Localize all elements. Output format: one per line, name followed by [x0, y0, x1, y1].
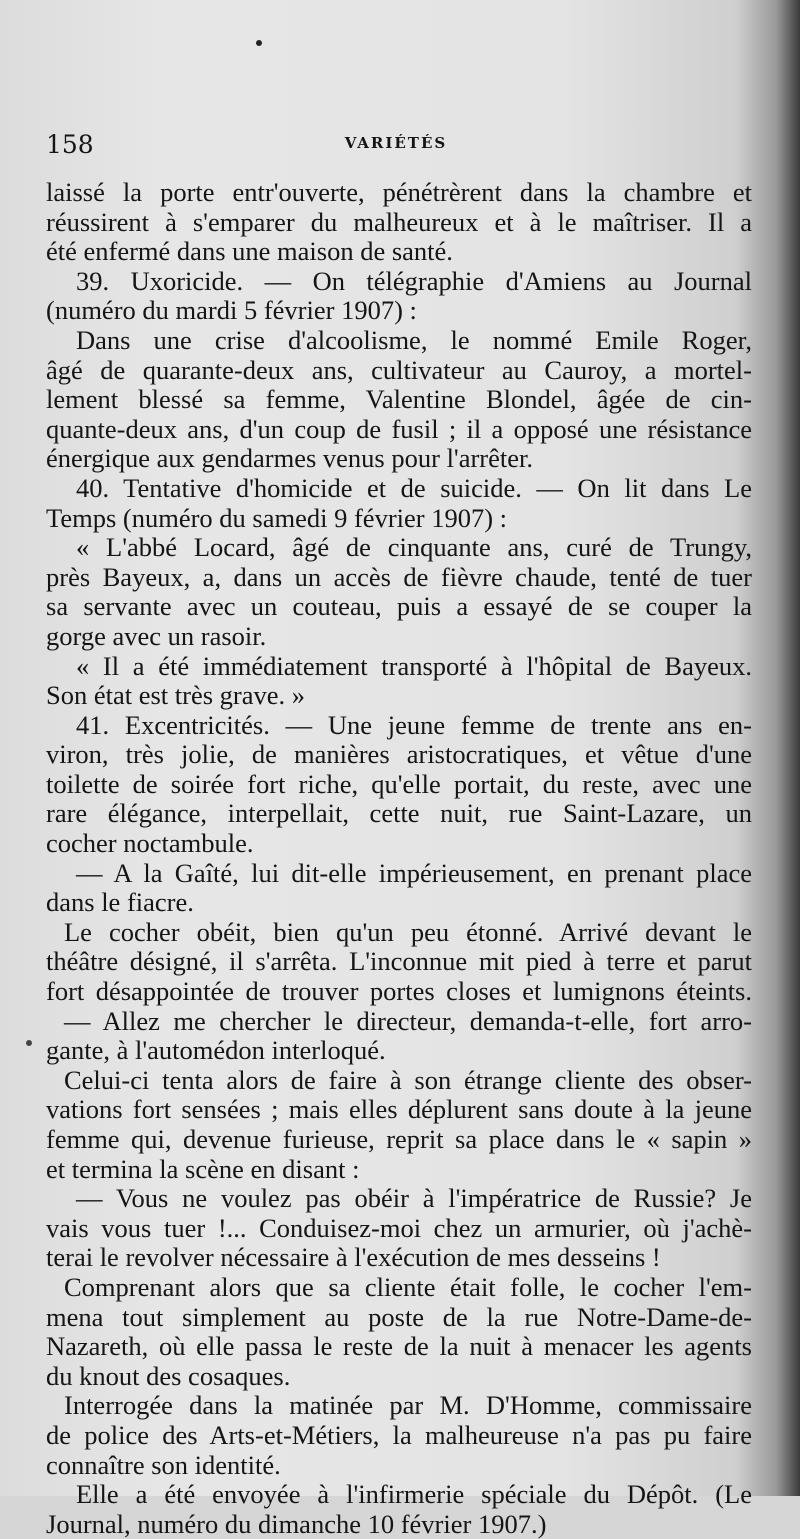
text-line: gorge avec un rasoir.: [46, 620, 267, 651]
text-line: « L'abbé Locard, âgé de cinquante ans, curé de Trungy,: [76, 532, 752, 563]
text-line: Interrogée dans la matinée par M. D'Homme, commissaire: [64, 1390, 752, 1421]
text-line: Journal, numéro du dimanche 10 février 1907.): [46, 1508, 547, 1539]
text-line: laissé la porte entr'ouverte, pénétrèrent dans la chambre et: [46, 177, 752, 207]
text-line: fort désappointée de trouver portes closes et lumignons éteints.: [46, 976, 752, 1007]
text-line: énergique aux gendarmes venus pour l'arrêter.: [46, 443, 533, 474]
text-line: Dans une crise d'alcoolisme, le nommé Emile Roger,: [76, 324, 752, 355]
text-line: connaître son identité.: [46, 1449, 281, 1480]
text-line: Son état est très grave. »: [46, 680, 306, 711]
text-line: gante, à l'automédon interloqué.: [46, 1035, 386, 1066]
text-line: 40. Tentative d'homicide et de suicide. — On lit dans Le: [76, 472, 752, 503]
text-line: Nazareth, où elle passa le reste de la nuit à menacer les agents: [46, 1331, 752, 1362]
text-line: viron, très jolie, de manières aristocratiques, et vêtue d'une: [46, 739, 752, 770]
text-line: cocher noctambule.: [46, 828, 254, 859]
text-line: du knout des cosaques.: [46, 1360, 291, 1391]
text-line: sa servante avec un couteau, puis a essayé de se couper la: [46, 591, 752, 622]
text-line: Le cocher obéit, bien qu'un peu étonné. Arrivé devant le: [64, 916, 752, 947]
text-line: — Allez me chercher le directeur, demanda-t-elle, fort arro-: [64, 1005, 752, 1036]
text-line: — Vous ne voulez pas obéir à l'impératrice de Russie? Je: [76, 1183, 752, 1214]
text-line: Temps (numéro du samedi 9 février 1907) :: [46, 502, 508, 533]
text-line: réussirent à s'emparer du malheureux et à le maîtriser. Il a: [46, 206, 752, 237]
text-line: lement blessé sa femme, Valentine Blondel, âgée de cin-: [46, 384, 752, 415]
text-line: théâtre désigné, il s'arrêta. L'inconnue mit pied à terre et parut: [46, 946, 752, 977]
text-line: de police des Arts-et-Métiers, la malheureuse n'a pas pu faire: [46, 1419, 752, 1450]
page-header: [46, 130, 746, 164]
text-line: et termina la scène en disant :: [46, 1153, 360, 1184]
body-text: [46, 178, 752, 1539]
text-line: quante-deux ans, d'un coup de fusil ; il a opposé une résistance: [46, 413, 752, 444]
text-line: toilette de soirée fort riche, qu'elle portait, du reste, avec une: [46, 768, 752, 799]
text-line: près Bayeux, a, dans un accès de fièvre chaude, tenté de tuer: [46, 561, 752, 592]
ink-spot: [256, 40, 262, 46]
text-line: 41. Excentricités. — Une jeune femme de trente ans en-: [76, 709, 752, 740]
page-number: 158: [46, 130, 94, 159]
text-line: dans le fiacre.: [46, 887, 194, 918]
text-line: vations fort sensées ; mais elles déplurent sans doute à la jeune: [46, 1094, 752, 1125]
text-line: été enfermé dans une maison de santé.: [46, 236, 453, 267]
text-line: âgé de quarante-deux ans, cultivateur au Cauroy, a mortel-: [46, 354, 752, 385]
text-line: — A la Gaîté, lui dit-elle impérieusement, en prenant place: [76, 857, 752, 888]
text-line: Comprenant alors que sa cliente était folle, le cocher l'em-: [64, 1271, 752, 1302]
text-line: rare élégance, interpellait, cette nuit, rue Saint-Lazare, un: [46, 798, 752, 829]
text-line: vais vous tuer !... Conduisez-moi chez un armurier, où j'achè-: [46, 1212, 752, 1243]
text-line: Elle a été envoyée à l'infirmerie spéciale du Dépôt. (Le: [76, 1479, 752, 1510]
text-line: terai le revolver nécessaire à l'exécution de mes desseins !: [46, 1242, 661, 1273]
text-line: 39. Uxoricide. — On télégraphie d'Amiens au Journal: [76, 265, 752, 296]
text-line: Celui-ci tenta alors de faire à son étrange cliente des obser-: [64, 1064, 752, 1095]
text-line: (numéro du mardi 5 février 1907) :: [46, 295, 417, 326]
text-line: femme qui, devenue furieuse, reprit sa place dans le « sapin »: [46, 1124, 752, 1154]
text-line: « Il a été immédiatement transporté à l'hôpital de Bayeux.: [76, 650, 752, 681]
running-title: VARIÉTÉS: [344, 134, 448, 152]
text-line: mena tout simplement au poste de la rue Notre-Dame-de-: [46, 1301, 752, 1332]
margin-mark: [26, 1040, 32, 1046]
